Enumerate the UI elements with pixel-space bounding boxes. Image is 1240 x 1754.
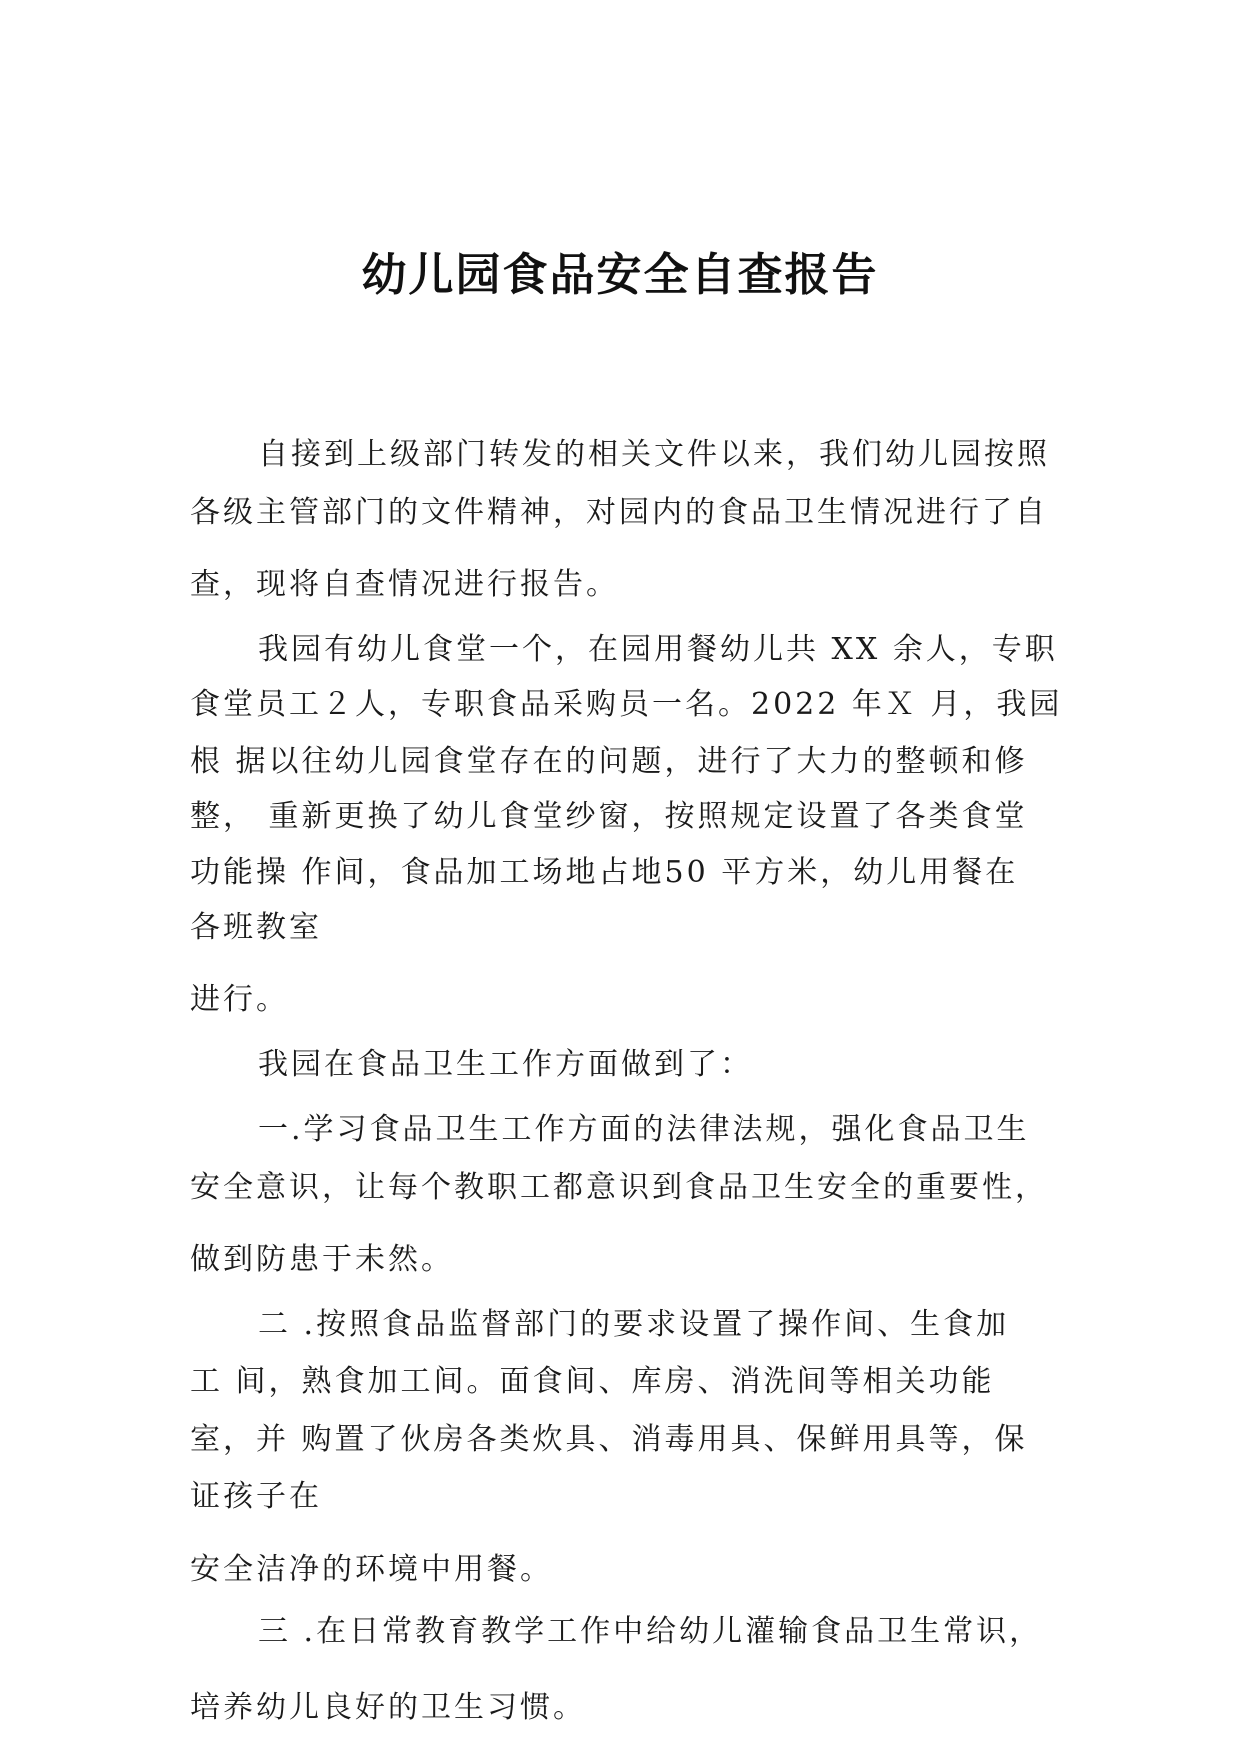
paragraph-line: 三 .在日常教育教学工作中给幼儿灌输食品卫生常识， <box>258 1614 1043 1649</box>
paragraph-line: 自接到上级部门转发的相关文件以来，我们幼儿园按照 <box>258 437 1050 472</box>
paragraph-line: 工 间，熟食加工间。面食间、库房、消洗间等相关功能 <box>190 1364 995 1399</box>
paragraph-line: 培养幼儿良好的卫生习惯。 <box>190 1690 586 1725</box>
paragraph-line: 室，并 购置了伙房各类炊具、消毒用具、保鲜用具等，保 <box>190 1422 1028 1457</box>
document-title: 幼儿园食品安全自查报告 <box>361 248 879 301</box>
paragraph-line: 功能操 作间，食品加工场地占地50 平方米，幼儿用餐在 <box>190 855 1019 890</box>
paragraph-line: 做到防患于未然。 <box>190 1242 454 1277</box>
paragraph-line: 二 .按照食品监督部门的要求设置了操作间、生食加 <box>258 1307 1010 1342</box>
paragraph-line: 查，现将自查情况进行报告。 <box>190 567 619 602</box>
paragraph-line: 证孩子在 <box>190 1479 322 1514</box>
paragraph-line: 根 据以往幼儿园食堂存在的问题，进行了大力的整顿和修 <box>190 744 1028 779</box>
paragraph-line: 进行。 <box>190 982 289 1017</box>
paragraph-line: 食堂员工２人，专职食品采购员一名。2022 年Ｘ 月，我园 <box>190 687 1063 722</box>
paragraph-line: 各级主管部门的文件精神，对园内的食品卫生情况进行了自 <box>190 495 1048 530</box>
paragraph-line: 我园有幼儿食堂一个，在园用餐幼儿共 XX 余人，专职 <box>258 632 1058 667</box>
paragraph-line: 各班教室 <box>190 910 322 945</box>
paragraph-line: 安全洁净的环境中用餐。 <box>190 1552 553 1587</box>
paragraph-line: 我园在食品卫生工作方面做到了： <box>258 1047 753 1082</box>
paragraph-line: 一.学习食品卫生工作方面的法律法规，强化食品卫生 <box>258 1112 1030 1147</box>
paragraph-line: 整， 重新更换了幼儿食堂纱窗，按照规定设置了各类食堂 <box>190 799 1028 834</box>
paragraph-line: 安全意识，让每个教职工都意识到食品卫生安全的重要性， <box>190 1170 1048 1205</box>
